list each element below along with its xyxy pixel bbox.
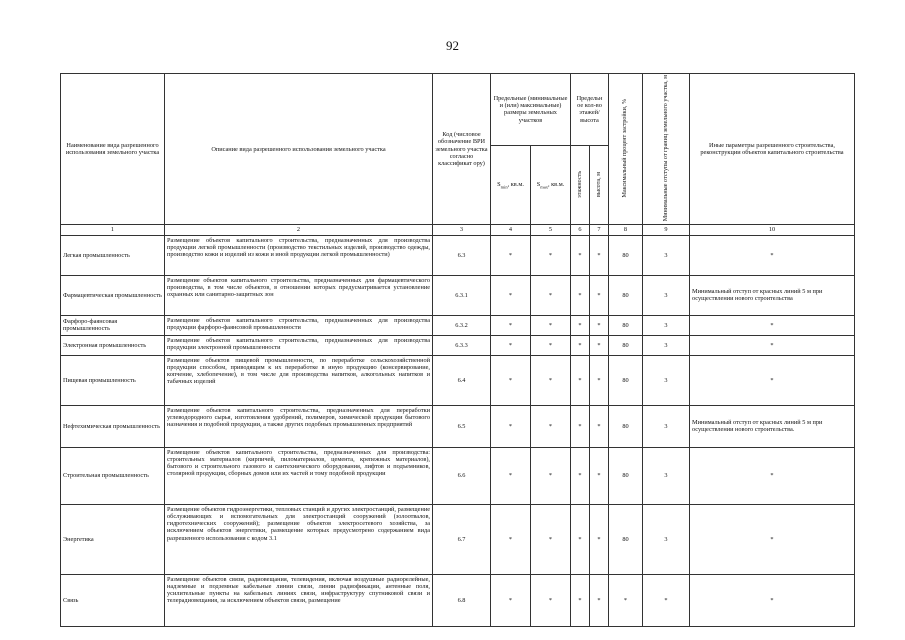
other-params: Минимальный отступ от красных линий 5 м при осуществлении нового строительства [690, 275, 855, 315]
use-description: Размещение объектов пищевой промышленности, по переработке сельскохозяйственной продукции способом, приводящим к их переработке в иную продукцию (консервирование, копчение, хлебопечение), в том числе для производства напитков, алкогольных напитков и табачных изделий [165, 355, 433, 405]
other-params: Минимальный отступ от красных линий 5 м при осуществлении нового строительства. [690, 405, 855, 447]
use-code: 6.7 [433, 504, 491, 574]
size-max: * [531, 405, 571, 447]
table-row [61, 447, 855, 504]
size-max: * [531, 275, 571, 315]
floors: * [571, 574, 590, 626]
column-number: 5 [531, 225, 571, 235]
coverage: 80 [609, 275, 643, 315]
size-min: * [491, 405, 531, 447]
height: * [590, 335, 609, 355]
setback: * [643, 574, 690, 626]
size-min: * [491, 574, 531, 626]
floors: * [571, 504, 590, 574]
header-smax: $S_{max}$, кв.м. [531, 145, 571, 224]
use-name: Фарфоро-фаянсовая промышленность [61, 315, 165, 335]
use-name: Нефтехимическая промышленность [61, 405, 165, 447]
size-max: * [531, 447, 571, 504]
other-params: * [690, 574, 855, 626]
height: * [590, 355, 609, 405]
coverage: 80 [609, 447, 643, 504]
height: * [590, 235, 609, 275]
header-sizes: Предельные (минимальные и (или) максимальные) размеры земельных участков [491, 74, 571, 146]
table-body [61, 235, 855, 626]
header-description: Описание вида разрешенного использования земельного участка [165, 74, 433, 225]
use-description: Размещение объектов гидроэнергетики, тепловых станций и других электростанций, размещение обслуживающих и вспомогательных для электростанций сооружений (золоотвалов, гидротехнических сооружений); размещение объектов электросетевого хозяйства, за исключением объектов энергетики, размещение которых предусмотрено содержанием вида разрешенного использования с кодом 3.1 [165, 504, 433, 574]
header-height-m: высота, м [590, 145, 609, 224]
coverage: 80 [609, 335, 643, 355]
use-name: Легкая промышленность [61, 235, 165, 275]
table-row [61, 405, 855, 447]
header-code: Код (числовое обозначение ВРИ земельного участка согласно классификат ору) [433, 74, 491, 225]
size-min: * [491, 504, 531, 574]
size-max: * [531, 504, 571, 574]
size-min: * [491, 235, 531, 275]
land-use-table [60, 73, 855, 627]
use-code: 6.6 [433, 447, 491, 504]
setback: 3 [643, 335, 690, 355]
use-description: Размещение объектов капитального строительства, предназначенных для производства продукции фарфоро-фаянсовой промышленности [165, 315, 433, 335]
coverage: 80 [609, 504, 643, 574]
column-number: 2 [165, 225, 433, 235]
header-height: Предельн ое кол-во этажей/ высота [571, 74, 609, 146]
coverage: 80 [609, 405, 643, 447]
column-number: 1 [61, 225, 165, 235]
header-floors: этажность [571, 145, 590, 224]
floors: * [571, 355, 590, 405]
size-max: * [531, 355, 571, 405]
header-name: Наименование вида разрешенного использования земельного участка [61, 74, 165, 225]
setback: 3 [643, 504, 690, 574]
column-number-row [61, 225, 855, 235]
column-number: 7 [590, 225, 609, 235]
use-code: 6.3 [433, 235, 491, 275]
height: * [590, 504, 609, 574]
table-row [61, 235, 855, 275]
setback: 3 [643, 405, 690, 447]
column-number: 3 [433, 225, 491, 235]
use-name: Энергетика [61, 504, 165, 574]
use-code: 6.3.2 [433, 315, 491, 335]
floors: * [571, 447, 590, 504]
table-row [61, 315, 855, 335]
table-row [61, 275, 855, 315]
size-min: * [491, 335, 531, 355]
size-min: * [491, 315, 531, 335]
coverage: * [609, 574, 643, 626]
other-params: * [690, 315, 855, 335]
coverage: 80 [609, 235, 643, 275]
setback: 3 [643, 235, 690, 275]
use-code: 6.8 [433, 574, 491, 626]
size-max: * [531, 574, 571, 626]
table-row [61, 335, 855, 355]
use-name: Пищевая промышленность [61, 355, 165, 405]
size-min: * [491, 355, 531, 405]
use-description: Размещение объектов капитального строительства, предназначенных для переработки углеводородного сырья, изготовления удобрений, полимеров, химической продукции бытового назначения и подобной продукции, а также других подобных промышленных предприятий [165, 405, 433, 447]
coverage: 80 [609, 315, 643, 335]
size-min: * [491, 447, 531, 504]
use-code: 6.3.3 [433, 335, 491, 355]
header-coverage: Максимальный процент застройки, % [609, 74, 643, 225]
use-code: 6.5 [433, 405, 491, 447]
other-params: * [690, 447, 855, 504]
header-other: Иные параметры разрешенного строительства, реконструкции объектов капитального строительства [690, 74, 855, 225]
size-max: * [531, 335, 571, 355]
height: * [590, 447, 609, 504]
use-name: Связь [61, 574, 165, 626]
table-row [61, 355, 855, 405]
floors: * [571, 235, 590, 275]
other-params: * [690, 355, 855, 405]
height: * [590, 315, 609, 335]
floors: * [571, 315, 590, 335]
floors: * [571, 275, 590, 315]
column-number: 8 [609, 225, 643, 235]
setback: 3 [643, 275, 690, 315]
floors: * [571, 405, 590, 447]
other-params: * [690, 335, 855, 355]
header-smin: $S_{min}$, кв.м. [491, 145, 531, 224]
setback: 3 [643, 447, 690, 504]
height: * [590, 574, 609, 626]
table-row [61, 574, 855, 626]
use-description: Размещение объектов капитального строительства, предназначенных для производства: строительных материалов (кирпичей, пиломатериалов, цемента, крепежных материалов), бытового и строительного газового и сантехнического оборудования, лифтов и подъемников, столярной продукции, сборных домов или их частей и тому подобной продукции [165, 447, 433, 504]
column-number: 10 [690, 225, 855, 235]
use-description: Размещение объектов связи, радиовещания, телевидения, включая воздушные радиорелейные, надземные и подземные кабельные линии связи, линии радиофикации, антенные поля, усилительные пункты на кабельных линиях связи, инфраструктуру спутниковой связи и телерадиовещания, за исключением объектов связи, размещение [165, 574, 433, 626]
use-name: Строительная промышленность [61, 447, 165, 504]
header-setbacks: Минимальные отступы от границ земельного участка, м [643, 74, 690, 225]
setback: 3 [643, 315, 690, 335]
other-params: * [690, 504, 855, 574]
header-row-1 [61, 74, 855, 146]
column-number: 9 [643, 225, 690, 235]
use-code: 6.3.1 [433, 275, 491, 315]
other-params: * [690, 235, 855, 275]
setback: 3 [643, 355, 690, 405]
use-name: Фармацевтическая промышленность [61, 275, 165, 315]
table-row [61, 504, 855, 574]
height: * [590, 275, 609, 315]
column-number: 6 [571, 225, 590, 235]
column-number: 4 [491, 225, 531, 235]
use-code: 6.4 [433, 355, 491, 405]
use-name: Электронная промышленность [61, 335, 165, 355]
size-max: * [531, 235, 571, 275]
use-description: Размещение объектов капитального строительства, предназначенных для производства продукции легкой промышленности (производство текстильных изделий, производство одежды, производство кожи и изделий из кожи и иной продукции легкой промышленности) [165, 235, 433, 275]
use-description: Размещение объектов капитального строительства, предназначенных для фармацевтического производства, в том числе объектов, в отношении которых предусматривается установление охранных или санитарно-защитных зон [165, 275, 433, 315]
floors: * [571, 335, 590, 355]
size-min: * [491, 275, 531, 315]
use-description: Размещение объектов капитального строительства, предназначенных для производства продукции электронной промышленности [165, 335, 433, 355]
height: * [590, 405, 609, 447]
page-number: 92 [446, 38, 459, 53]
coverage: 80 [609, 355, 643, 405]
size-max: * [531, 315, 571, 335]
